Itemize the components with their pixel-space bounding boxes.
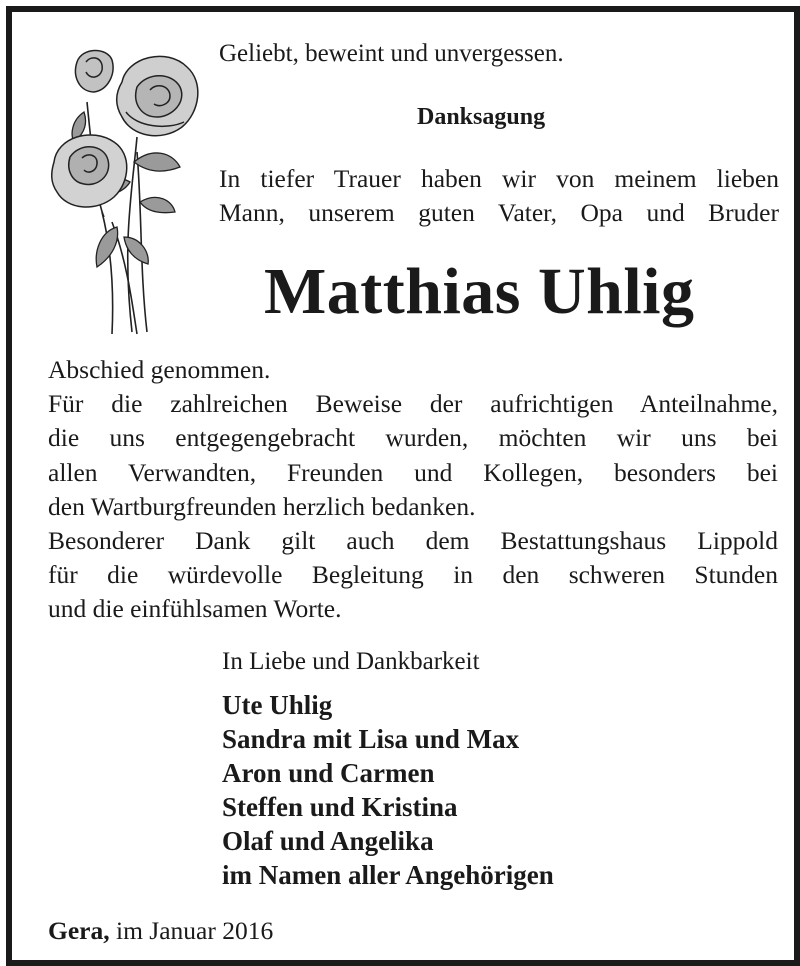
intro-line: Mann, unserem guten Vater, Opa und Bruder bbox=[219, 198, 779, 227]
body-line: Für die zahlreichen Beweise der aufrichtigen Anteilnahme, bbox=[48, 389, 778, 419]
opening-line: Geliebt, beweint und unvergessen. bbox=[219, 40, 564, 67]
signer-name: Aron und Carmen bbox=[222, 758, 435, 788]
closing-line: In Liebe und Dankbarkeit bbox=[222, 648, 480, 675]
signers-list bbox=[222, 688, 554, 892]
body-line: für die würdevolle Begleitung in den schweren Stunden bbox=[48, 560, 778, 590]
place-date-line bbox=[48, 916, 273, 946]
intro-line: In tiefer Trauer haben wir von meinem lieben bbox=[219, 164, 779, 193]
signer-name: Sandra mit Lisa und Max bbox=[222, 724, 520, 754]
body-line: Abschied genommen. bbox=[48, 355, 271, 384]
place-name: Gera, bbox=[48, 916, 110, 945]
body-line: und die einfühlsamen Worte. bbox=[48, 594, 342, 624]
signer-name: Steffen und Kristina bbox=[222, 792, 458, 822]
notice-frame bbox=[6, 6, 800, 966]
body-line: den Wartburgfreunden herzlich bedanken. bbox=[48, 491, 476, 521]
signer-name: Ute Uhlig bbox=[222, 690, 333, 720]
deceased-name: Matthias Uhlig bbox=[264, 255, 695, 328]
notice-heading: Danksagung bbox=[417, 104, 546, 130]
body-line: Besonderer Dank gilt auch dem Bestattungshaus Lippold bbox=[48, 526, 778, 556]
roses-illustration-icon bbox=[42, 42, 212, 337]
signer-name: Olaf und Angelika bbox=[222, 826, 434, 856]
body-line: die uns entgegengebracht wurden, möchten wir uns bei bbox=[48, 423, 778, 453]
intro-paragraph bbox=[219, 162, 779, 230]
body-line: allen Verwandten, Freunden und Kollegen, besonders bei bbox=[48, 457, 778, 487]
date-text: im Januar 2016 bbox=[109, 916, 274, 945]
signer-name: im Namen aller Angehörigen bbox=[222, 860, 554, 890]
body-paragraph bbox=[48, 353, 778, 627]
